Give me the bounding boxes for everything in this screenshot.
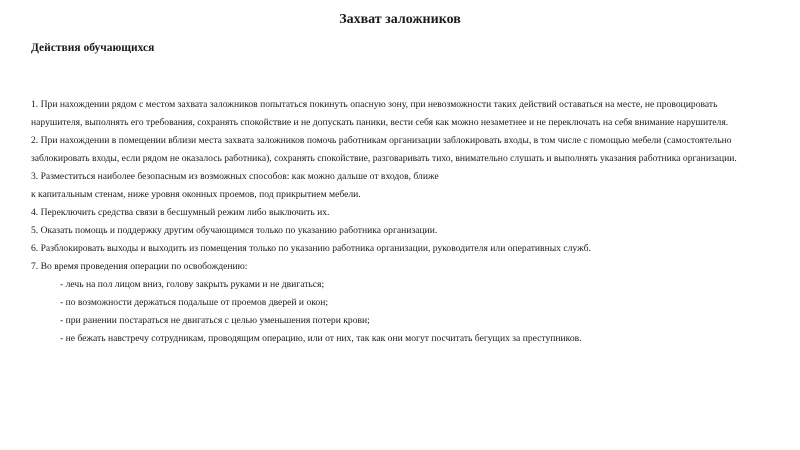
sub-item: - не бежать навстречу сотрудникам, проводящим операцию, или от них, так как они могут посчитать бегущих за преступников.: [60, 333, 582, 344]
sub-item: - лечь на пол лицом вниз, голову закрыть руками и не двигаться;: [60, 279, 325, 290]
text-line: 1. При нахождении рядом с местом захвата заложников попытаться покинуть опасную зону, при невозможности таких действий оставаться на месте, не провоцировать: [31, 99, 718, 110]
sub-item: - по возможности держаться подальше от проемов дверей и окон;: [60, 297, 329, 308]
instructions-body: [31, 96, 791, 348]
text-line: 2. При нахождении в помещении вблизи места захвата заложников помочь работникам организации заблокировать входы, в том числе с помощью мебели (самостоятельно: [31, 135, 732, 146]
sub-item: - при ранении постараться не двигаться с целью уменьшения потери крови;: [60, 315, 370, 326]
text-line: заблокировать входы, если рядом не оказалось работника), сохранять спокойствие, разговаривать тихо, внимательно слушать и выполнять указания работника организации.: [31, 153, 737, 164]
text-line: к капитальным стенам, ниже уровня оконных проемов, под прикрытием мебели.: [31, 189, 361, 200]
page-title: Захват заложников: [339, 12, 461, 27]
text-line: 5. Оказать помощь и поддержку другим обучающимся только по указанию работника организации.: [31, 225, 438, 236]
section-heading: Действия обучающихся: [31, 42, 155, 54]
text-line: 7. Во время проведения операции по освобождению:: [31, 261, 248, 272]
text-line: 3. Разместиться наиболее безопасным из возможных способов: как можно дальше от входов, ближе: [31, 171, 439, 182]
text-line: 6. Разблокировать выходы и выходить из помещения только по указанию работника организации, руководителя или оперативных служб.: [31, 243, 591, 254]
text-line: нарушителя, выполнять его требования, сохранять спокойствие и не допускать паники, вести себя как можно незаметнее и не переключать на себя внимание нарушителя.: [31, 117, 729, 128]
text-line: 4. Переключить средства связи в бесшумный режим либо выключить их.: [31, 207, 330, 218]
